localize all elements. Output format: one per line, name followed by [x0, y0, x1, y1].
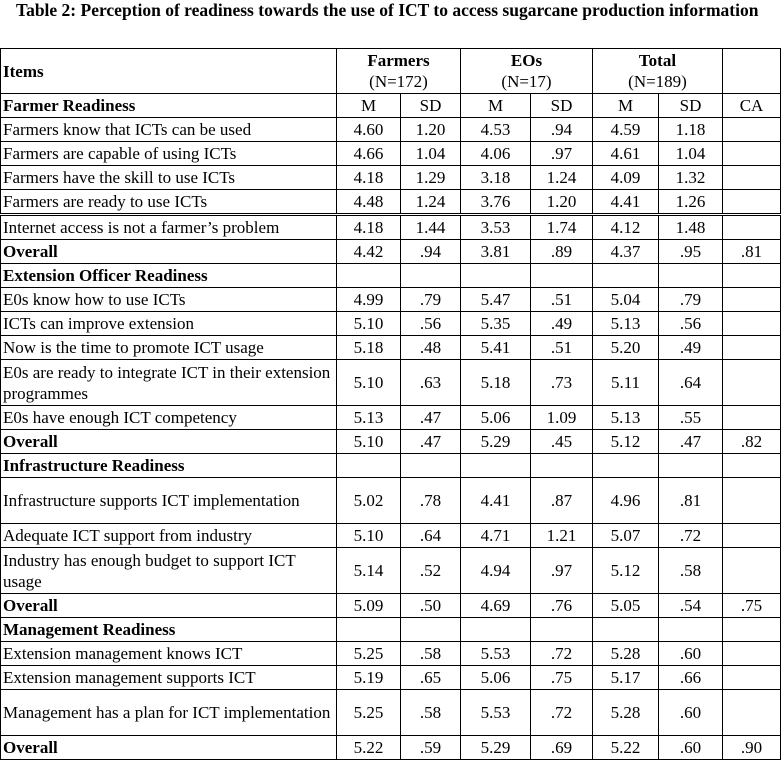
farmers-mean: 5.18 — [337, 336, 401, 360]
item-label: ICTs can improve extension — [1, 312, 337, 336]
empty-cell — [659, 454, 723, 478]
farmers-label: Farmers — [367, 51, 430, 70]
eos-sd: .87 — [531, 478, 593, 524]
farmers-sd: 1.04 — [401, 142, 461, 166]
cronbach-alpha — [723, 360, 781, 406]
overall-farmers-sd: .59 — [401, 736, 461, 760]
cronbach-alpha — [723, 666, 781, 690]
ca-header-blank — [723, 49, 781, 94]
total-sd: 1.18 — [659, 118, 723, 142]
cronbach-alpha — [723, 642, 781, 666]
farmers-sd: 1.29 — [401, 166, 461, 190]
total-header — [593, 49, 723, 94]
empty-cell — [461, 264, 531, 288]
farmers-sd: .58 — [401, 642, 461, 666]
section-header-row — [1, 264, 781, 288]
total-sd: .79 — [659, 288, 723, 312]
empty-cell — [401, 264, 461, 288]
section-title: Extension Officer Readiness — [1, 264, 337, 288]
empty-cell — [531, 618, 593, 642]
total-mean: 5.28 — [593, 642, 659, 666]
eos-mean: 5.35 — [461, 312, 531, 336]
eos-mean: 3.53 — [461, 215, 531, 240]
cronbach-alpha — [723, 406, 781, 430]
overall-total-mean: 5.22 — [593, 736, 659, 760]
eos-n: (N=17) — [501, 72, 552, 91]
overall-label: Overall — [1, 594, 337, 618]
overall-cronbach-alpha: .90 — [723, 736, 781, 760]
subheader-sd: SD — [401, 94, 461, 118]
farmers-sd: .63 — [401, 360, 461, 406]
overall-eos-sd: .76 — [531, 594, 593, 618]
eos-sd: 1.74 — [531, 215, 593, 240]
overall-eos-mean: 5.29 — [461, 736, 531, 760]
overall-cronbach-alpha: .81 — [723, 240, 781, 264]
total-sd: .66 — [659, 666, 723, 690]
table-row — [1, 288, 781, 312]
item-label: Farmers are ready to use ICTs — [1, 190, 337, 215]
empty-cell — [593, 264, 659, 288]
overall-cronbach-alpha: .75 — [723, 594, 781, 618]
farmers-sd: .64 — [401, 524, 461, 548]
cronbach-alpha — [723, 478, 781, 524]
eos-sd: .75 — [531, 666, 593, 690]
item-label: E0s know how to use ICTs — [1, 288, 337, 312]
overall-total-sd: .54 — [659, 594, 723, 618]
eos-sd: 1.24 — [531, 166, 593, 190]
cronbach-alpha — [723, 312, 781, 336]
farmers-sd: .58 — [401, 690, 461, 736]
total-sd: .60 — [659, 690, 723, 736]
farmers-sd: .65 — [401, 666, 461, 690]
total-mean: 5.13 — [593, 312, 659, 336]
eos-mean: 5.18 — [461, 360, 531, 406]
total-mean: 4.41 — [593, 190, 659, 215]
overall-row — [1, 594, 781, 618]
subheader-m: M — [461, 94, 531, 118]
overall-farmers-mean: 5.10 — [337, 430, 401, 454]
eos-mean: 5.47 — [461, 288, 531, 312]
overall-eos-mean: 5.29 — [461, 430, 531, 454]
overall-total-mean: 5.12 — [593, 430, 659, 454]
subheader-sd: SD — [531, 94, 593, 118]
total-sd: .55 — [659, 406, 723, 430]
cronbach-alpha — [723, 288, 781, 312]
total-sd: 1.04 — [659, 142, 723, 166]
farmers-mean: 5.14 — [337, 548, 401, 594]
farmers-mean: 5.13 — [337, 406, 401, 430]
eos-sd: .51 — [531, 336, 593, 360]
section-title: Farmer Readiness — [1, 94, 337, 118]
eos-mean: 4.94 — [461, 548, 531, 594]
total-sd: .64 — [659, 360, 723, 406]
item-label: Farmers have the skill to use ICTs — [1, 166, 337, 190]
eos-sd: .97 — [531, 548, 593, 594]
total-sd: .72 — [659, 524, 723, 548]
item-label: Extension management supports ICT — [1, 666, 337, 690]
overall-row — [1, 736, 781, 760]
eos-mean: 5.53 — [461, 642, 531, 666]
total-mean: 4.59 — [593, 118, 659, 142]
cronbach-alpha — [723, 524, 781, 548]
item-label: E0s are ready to integrate ICT in their extension programmes — [1, 360, 337, 406]
overall-farmers-mean: 5.09 — [337, 594, 401, 618]
table-row — [1, 690, 781, 736]
empty-cell — [593, 618, 659, 642]
table-caption: Table 2: Perception of readiness towards the use of ICT to access sugarcane production information — [16, 0, 759, 20]
empty-cell — [723, 454, 781, 478]
total-mean: 5.12 — [593, 548, 659, 594]
cronbach-alpha — [723, 215, 781, 240]
item-label: Farmers know that ICTs can be used — [1, 118, 337, 142]
total-mean: 5.13 — [593, 406, 659, 430]
cronbach-alpha — [723, 690, 781, 736]
farmers-mean: 4.60 — [337, 118, 401, 142]
table-row — [1, 118, 781, 142]
total-sd: .60 — [659, 642, 723, 666]
eos-mean: 3.18 — [461, 166, 531, 190]
farmers-sd: 1.20 — [401, 118, 461, 142]
overall-row — [1, 430, 781, 454]
table-row — [1, 190, 781, 215]
overall-label: Overall — [1, 240, 337, 264]
overall-eos-mean: 4.69 — [461, 594, 531, 618]
overall-farmers-mean: 5.22 — [337, 736, 401, 760]
item-label: Infrastructure supports ICT implementation — [1, 478, 337, 524]
farmers-mean: 5.10 — [337, 360, 401, 406]
table-row — [1, 524, 781, 548]
farmers-n: (N=172) — [369, 72, 428, 91]
total-mean: 4.96 — [593, 478, 659, 524]
table-row — [1, 360, 781, 406]
eos-sd: .49 — [531, 312, 593, 336]
overall-cronbach-alpha: .82 — [723, 430, 781, 454]
section-header-row — [1, 94, 781, 118]
farmers-mean: 5.10 — [337, 524, 401, 548]
farmers-sd: .78 — [401, 478, 461, 524]
total-mean: 5.28 — [593, 690, 659, 736]
overall-eos-sd: .89 — [531, 240, 593, 264]
eos-sd: 1.21 — [531, 524, 593, 548]
total-mean: 4.61 — [593, 142, 659, 166]
empty-cell — [401, 454, 461, 478]
empty-cell — [531, 264, 593, 288]
empty-cell — [531, 454, 593, 478]
overall-total-mean: 4.37 — [593, 240, 659, 264]
readiness-table — [0, 48, 781, 760]
farmers-mean: 5.10 — [337, 312, 401, 336]
subheader-ca: CA — [723, 94, 781, 118]
table-row — [1, 312, 781, 336]
total-sd: 1.48 — [659, 215, 723, 240]
eos-mean: 4.06 — [461, 142, 531, 166]
items-header: Items — [1, 49, 337, 94]
farmers-sd: 1.24 — [401, 190, 461, 215]
farmers-mean: 4.48 — [337, 190, 401, 215]
total-mean: 4.09 — [593, 166, 659, 190]
header-row-1 — [1, 49, 781, 94]
farmers-mean: 4.99 — [337, 288, 401, 312]
cronbach-alpha — [723, 190, 781, 215]
total-sd: .58 — [659, 548, 723, 594]
farmers-mean: 4.66 — [337, 142, 401, 166]
empty-cell — [461, 618, 531, 642]
total-sd: .56 — [659, 312, 723, 336]
eos-mean: 5.41 — [461, 336, 531, 360]
eos-mean: 3.76 — [461, 190, 531, 215]
total-n: (N=189) — [628, 72, 687, 91]
overall-total-sd: .47 — [659, 430, 723, 454]
overall-farmers-sd: .47 — [401, 430, 461, 454]
total-sd: .49 — [659, 336, 723, 360]
empty-cell — [337, 454, 401, 478]
item-label: Now is the time to promote ICT usage — [1, 336, 337, 360]
total-mean: 5.17 — [593, 666, 659, 690]
section-header-row — [1, 454, 781, 478]
eos-sd: .73 — [531, 360, 593, 406]
cronbach-alpha — [723, 166, 781, 190]
farmers-mean: 5.25 — [337, 642, 401, 666]
farmers-sd: .79 — [401, 288, 461, 312]
section-header-row — [1, 618, 781, 642]
eos-sd: .97 — [531, 142, 593, 166]
farmers-sd: .56 — [401, 312, 461, 336]
eos-label: EOs — [510, 51, 543, 70]
farmers-sd: .47 — [401, 406, 461, 430]
table-row — [1, 142, 781, 166]
farmers-mean: 5.19 — [337, 666, 401, 690]
section-title: Management Readiness — [1, 618, 337, 642]
eos-header — [461, 49, 593, 94]
empty-cell — [723, 264, 781, 288]
eos-sd: .72 — [531, 642, 593, 666]
eos-mean: 5.06 — [461, 666, 531, 690]
overall-eos-mean: 3.81 — [461, 240, 531, 264]
table-row — [1, 215, 781, 240]
table-row — [1, 478, 781, 524]
section-title: Infrastructure Readiness — [1, 454, 337, 478]
overall-total-sd: .60 — [659, 736, 723, 760]
total-sd: 1.32 — [659, 166, 723, 190]
eos-mean: 5.06 — [461, 406, 531, 430]
total-mean: 5.11 — [593, 360, 659, 406]
farmers-mean: 5.02 — [337, 478, 401, 524]
eos-mean: 5.53 — [461, 690, 531, 736]
empty-cell — [593, 454, 659, 478]
empty-cell — [461, 454, 531, 478]
item-label: E0s have enough ICT competency — [1, 406, 337, 430]
farmers-mean: 5.25 — [337, 690, 401, 736]
farmers-header — [337, 49, 461, 94]
eos-sd: .94 — [531, 118, 593, 142]
eos-mean: 4.53 — [461, 118, 531, 142]
empty-cell — [337, 618, 401, 642]
eos-mean: 4.71 — [461, 524, 531, 548]
total-mean: 5.04 — [593, 288, 659, 312]
total-sd: .81 — [659, 478, 723, 524]
table-row — [1, 166, 781, 190]
overall-farmers-mean: 4.42 — [337, 240, 401, 264]
overall-eos-sd: .45 — [531, 430, 593, 454]
table-row — [1, 666, 781, 690]
empty-cell — [337, 264, 401, 288]
empty-cell — [723, 618, 781, 642]
overall-row — [1, 240, 781, 264]
table-row — [1, 642, 781, 666]
empty-cell — [401, 618, 461, 642]
overall-label: Overall — [1, 736, 337, 760]
item-label: Adequate ICT support from industry — [1, 524, 337, 548]
total-mean: 5.20 — [593, 336, 659, 360]
total-mean: 4.12 — [593, 215, 659, 240]
cronbach-alpha — [723, 336, 781, 360]
total-sd: 1.26 — [659, 190, 723, 215]
farmers-sd: .52 — [401, 548, 461, 594]
farmers-mean: 4.18 — [337, 215, 401, 240]
eos-sd: 1.20 — [531, 190, 593, 215]
table-row — [1, 406, 781, 430]
farmers-mean: 4.18 — [337, 166, 401, 190]
item-label: Internet access is not a farmer’s problem — [1, 215, 337, 240]
overall-eos-sd: .69 — [531, 736, 593, 760]
table-row — [1, 548, 781, 594]
eos-sd: .51 — [531, 288, 593, 312]
item-label: Extension management knows ICT — [1, 642, 337, 666]
farmers-sd: 1.44 — [401, 215, 461, 240]
cronbach-alpha — [723, 142, 781, 166]
total-label: Total — [638, 51, 677, 70]
overall-farmers-sd: .50 — [401, 594, 461, 618]
empty-cell — [659, 264, 723, 288]
cronbach-alpha — [723, 548, 781, 594]
overall-farmers-sd: .94 — [401, 240, 461, 264]
overall-total-mean: 5.05 — [593, 594, 659, 618]
eos-mean: 4.41 — [461, 478, 531, 524]
empty-cell — [659, 618, 723, 642]
table-row — [1, 336, 781, 360]
total-mean: 5.07 — [593, 524, 659, 548]
subheader-sd: SD — [659, 94, 723, 118]
farmers-sd: .48 — [401, 336, 461, 360]
overall-label: Overall — [1, 430, 337, 454]
subheader-m: M — [593, 94, 659, 118]
cronbach-alpha — [723, 118, 781, 142]
item-label: Farmers are capable of using ICTs — [1, 142, 337, 166]
overall-total-sd: .95 — [659, 240, 723, 264]
eos-sd: .72 — [531, 690, 593, 736]
item-label: Management has a plan for ICT implementation — [1, 690, 337, 736]
eos-sd: 1.09 — [531, 406, 593, 430]
item-label: Industry has enough budget to support ICT usage — [1, 548, 337, 594]
subheader-m: M — [337, 94, 401, 118]
